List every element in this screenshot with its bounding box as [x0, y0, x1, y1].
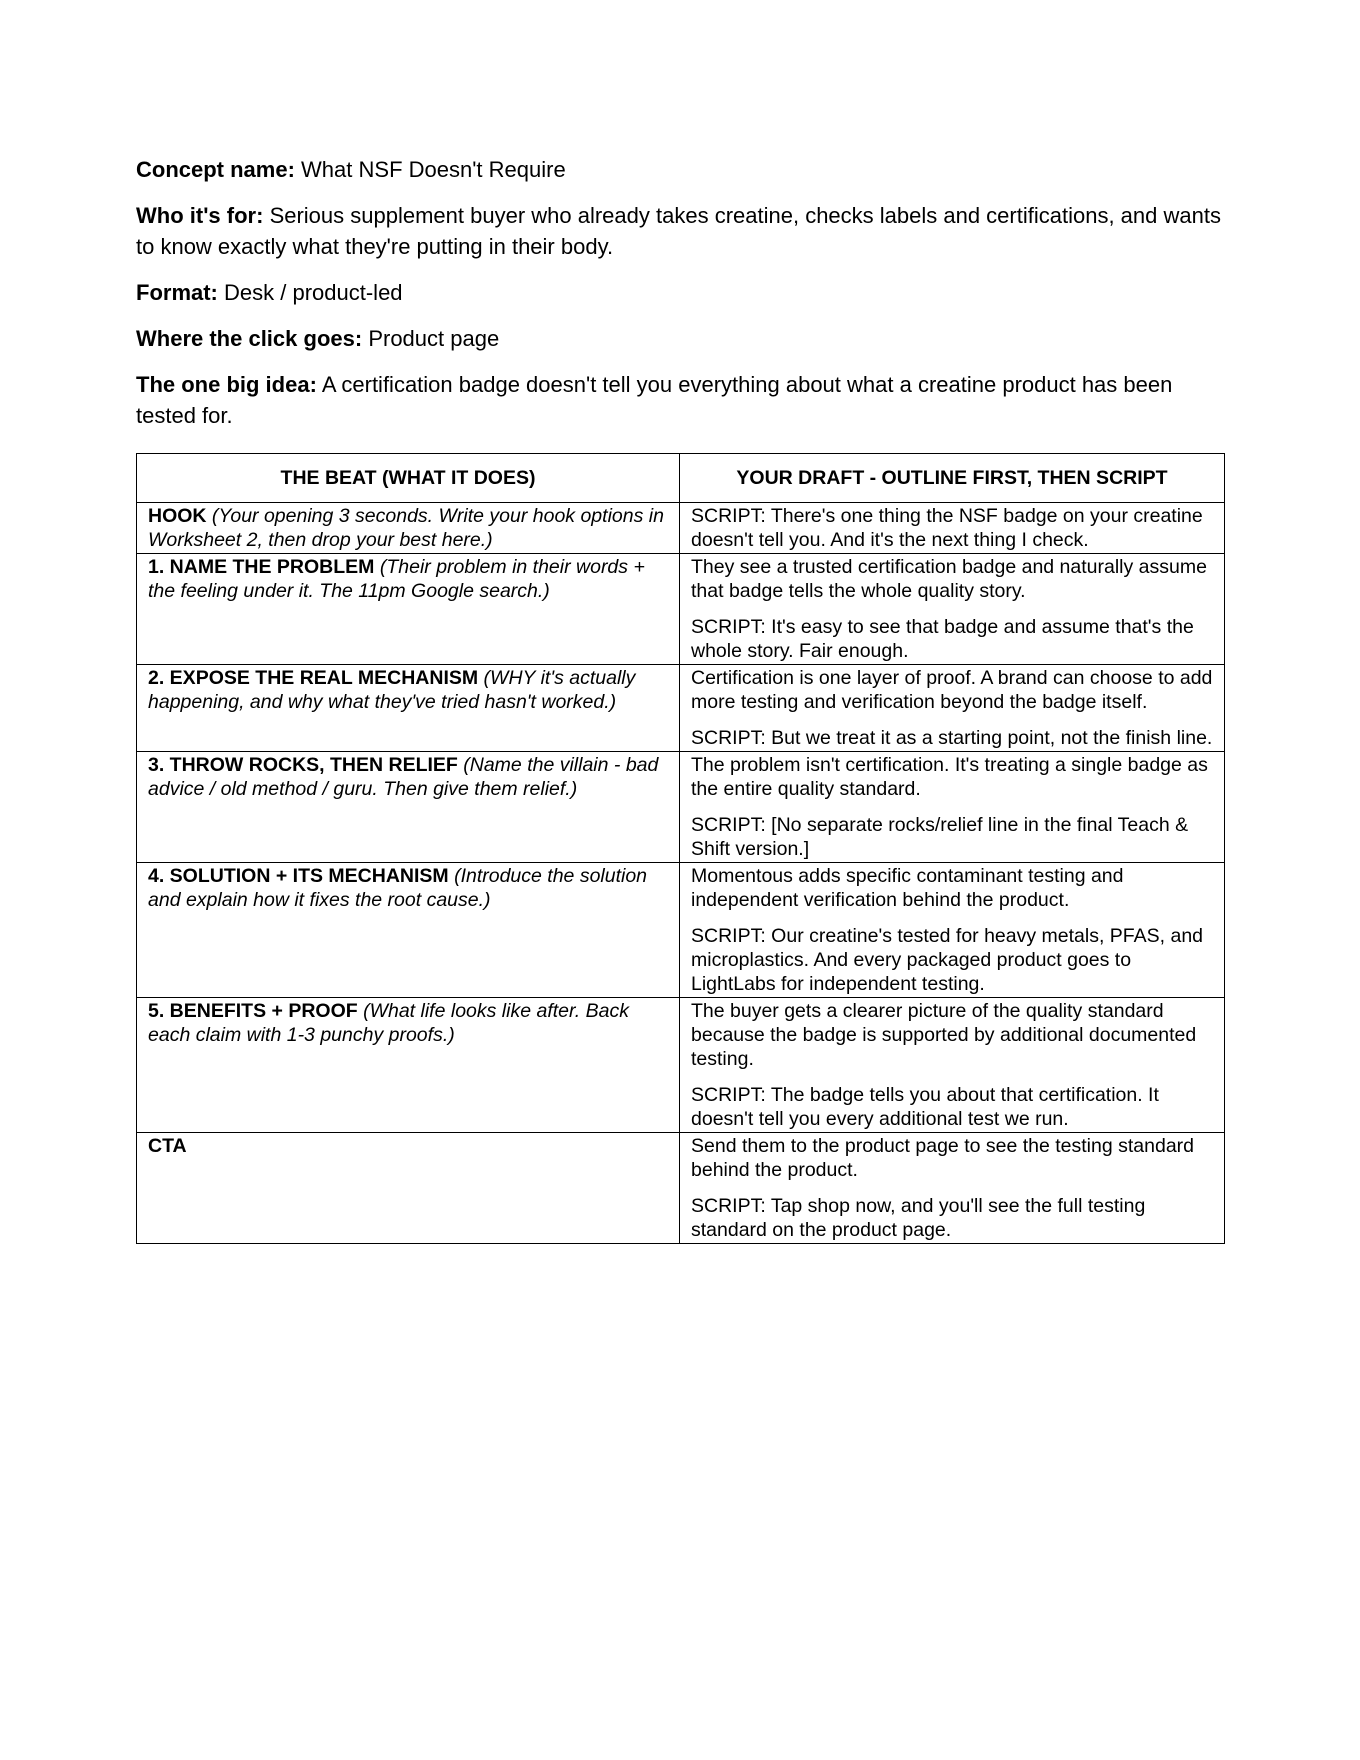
table-row	[137, 752, 1225, 863]
field-label: Who it's for:	[136, 203, 264, 228]
field-who-its-for	[136, 200, 1224, 262]
field-label: Format:	[136, 280, 218, 305]
field-click-destination	[136, 323, 1224, 354]
beat-note: (What life looks like after. Back each claim with 1-3 punchy proofs.)	[148, 1000, 629, 1046]
column-header-draft: YOUR DRAFT - OUTLINE FIRST, THEN SCRIPT	[680, 454, 1225, 503]
beat-note: (Their problem in their words + the feeling under it. The 11pm Google search.)	[148, 556, 645, 602]
draft-script: SCRIPT: [No separate rocks/relief line in the final Teach & Shift version.]	[691, 814, 1189, 860]
beat-title: 5. BENEFITS + PROOF	[148, 1000, 358, 1022]
beat-title: 4. SOLUTION + ITS MECHANISM	[148, 865, 449, 887]
beat-title: 2. EXPOSE THE REAL MECHANISM	[148, 667, 479, 689]
draft-script: SCRIPT: But we treat it as a starting point, not the finish line.	[691, 727, 1213, 749]
draft-outline: Momentous adds specific contaminant testing and independent verification behind the product.	[691, 865, 1124, 911]
draft-script: SCRIPT: The badge tells you about that certification. It doesn't tell you every additional test we run.	[691, 1084, 1159, 1130]
worksheet-page	[136, 154, 1224, 1244]
draft-cell[interactable]	[680, 998, 1225, 1133]
beat-cell	[137, 998, 680, 1133]
draft-script: SCRIPT: It's easy to see that badge and assume that's the whole story. Fair enough.	[691, 616, 1194, 662]
draft-outline: Send them to the product page to see the testing standard behind the product.	[691, 1135, 1195, 1181]
beat-cell	[137, 752, 680, 863]
beat-note: (WHY it's actually happening, and why what they've tried hasn't worked.)	[148, 667, 636, 713]
field-label: The one big idea:	[136, 372, 317, 397]
beat-cell	[137, 863, 680, 998]
beat-title: HOOK	[148, 505, 207, 527]
draft-cell[interactable]	[680, 554, 1225, 665]
table-row	[137, 503, 1225, 554]
draft-cell[interactable]	[680, 1133, 1225, 1244]
draft-outline: They see a trusted certification badge and naturally assume that badge tells the whole quality story.	[691, 556, 1207, 602]
column-header-beat: THE BEAT (WHAT IT DOES)	[137, 454, 680, 503]
draft-cell[interactable]	[680, 863, 1225, 998]
draft-outline: The buyer gets a clearer picture of the quality standard because the badge is supported by additional documented testing.	[691, 1000, 1197, 1070]
field-big-idea	[136, 369, 1224, 431]
draft-outline: The problem isn't certification. It's treating a single badge as the entire quality standard.	[691, 754, 1208, 800]
table-header-row	[137, 454, 1225, 503]
beat-title: CTA	[148, 1135, 187, 1157]
table-row	[137, 665, 1225, 752]
table-row	[137, 1133, 1225, 1244]
draft-cell[interactable]	[680, 503, 1225, 554]
beat-cell	[137, 665, 680, 752]
table-row	[137, 554, 1225, 665]
draft-outline: Certification is one layer of proof. A brand can choose to add more testing and verification beyond the badge itself.	[691, 667, 1213, 713]
field-value: A certification badge doesn't tell you everything about what a creatine product has been tested for.	[136, 372, 1173, 428]
draft-script: SCRIPT: Tap shop now, and you'll see the full testing standard on the product page.	[691, 1195, 1146, 1241]
beat-table	[136, 453, 1225, 1244]
draft-cell[interactable]	[680, 665, 1225, 752]
beat-note: (Name the villain - bad advice / old method / guru. Then give them relief.)	[148, 754, 659, 800]
draft-cell[interactable]	[680, 752, 1225, 863]
field-label: Where the click goes:	[136, 326, 363, 351]
beat-note: (Introduce the solution and explain how it fixes the root cause.)	[148, 865, 648, 911]
beat-cell	[137, 1133, 680, 1244]
field-value: Product page	[368, 326, 500, 351]
table-row	[137, 998, 1225, 1133]
beat-title: 3. THROW ROCKS, THEN RELIEF	[148, 754, 458, 776]
field-format	[136, 277, 1224, 308]
beat-note: (Your opening 3 seconds. Write your hook options in Worksheet 2, then drop your best here.)	[148, 505, 664, 551]
field-concept-name	[136, 154, 1224, 185]
table-row	[137, 863, 1225, 998]
field-value: Desk / product-led	[224, 280, 403, 305]
beat-cell	[137, 554, 680, 665]
beat-cell	[137, 503, 680, 554]
field-value: Serious supplement buyer who already takes creatine, checks labels and certifications, and wants to know exactly what they're putting in their body.	[136, 203, 1221, 259]
field-value: What NSF Doesn't Require	[301, 157, 566, 182]
draft-script: SCRIPT: Our creatine's tested for heavy metals, PFAS, and microplastics. And every packaged product goes to LightLabs for independent testing.	[691, 925, 1204, 995]
draft-script: SCRIPT: There's one thing the NSF badge on your creatine doesn't tell you. And it's the next thing I check.	[691, 505, 1203, 551]
field-label: Concept name:	[136, 157, 295, 182]
beat-title: 1. NAME THE PROBLEM	[148, 556, 375, 578]
